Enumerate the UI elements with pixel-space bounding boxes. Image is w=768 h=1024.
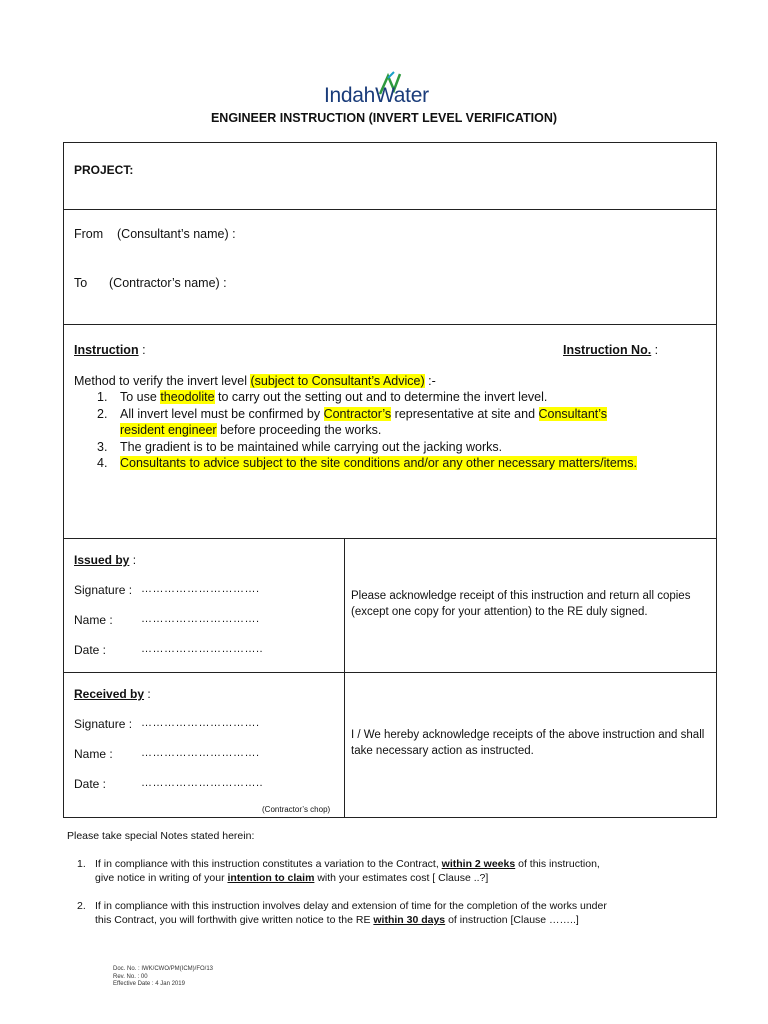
receipt-acknowledgement-note: I / We hereby acknowledge receipts of the above instruction and shall take necessary action as instructed. [351, 729, 705, 757]
method-line: Method to verify the invert level (subject to Consultant’s Advice) :- [74, 374, 436, 388]
issued-by-section [63, 538, 345, 673]
issued-by-heading: Issued by : [74, 553, 137, 567]
received-by-section [63, 672, 345, 818]
received-name-field[interactable]: …………………………. [141, 747, 260, 759]
instruction-item-3: The gradient is to be maintained while carrying out the jacking works. [120, 440, 503, 454]
issued-name-label: Name : [74, 613, 113, 627]
project-label: PROJECT: [74, 163, 134, 177]
note-number: 2. [77, 900, 86, 912]
doc-number: Doc. No. : IWK/CWO/PM(ICM)/FO/13 [113, 966, 214, 972]
item-number: 1. [97, 390, 108, 404]
contractor-chop-label: (Contractor’s chop) [262, 805, 331, 814]
received-signature-label: Signature : [74, 717, 133, 731]
issued-date-field[interactable]: ………………………….. [141, 643, 264, 655]
received-signature-field[interactable]: …………………………. [141, 717, 260, 729]
issued-name-field[interactable]: …………………………. [141, 613, 260, 625]
note-1-line-1: If in compliance with this instruction constitutes a variation to the Contract, within 2 weeks of this instruction, [95, 858, 600, 870]
to-label: To [74, 276, 88, 290]
instruction-section [63, 324, 717, 539]
instruction-item-2: All invert level must be confirmed by Contractor’s representative at site and Consultant’s [120, 407, 608, 421]
from-to-section [63, 209, 717, 325]
instruction-item-1: To use theodolite to carry out the setting out and to determine the invert level. [120, 390, 548, 404]
to-contractor-field[interactable]: (Contractor’s name) : [109, 276, 227, 290]
effective-date: Effective Date : 4 Jan 2019 [113, 981, 185, 987]
instruction-no-field[interactable]: Instruction No. : [563, 343, 659, 357]
note-2-line-1: If in compliance with this instruction involves delay and extension of time for the completion of the works under [95, 900, 607, 912]
instruction-heading: Instruction : [74, 343, 146, 357]
note-2-line-2: this Contract, you will forthwith give written notice to the RE within 30 days of instruction [Clause ……..] [95, 914, 579, 926]
indahwater-logo [322, 70, 452, 110]
note-number: 1. [77, 858, 86, 870]
note-1-line-2: give notice in writing of your intention to claim with your estimates cost [ Clause ..?] [95, 872, 489, 884]
document-title: ENGINEER INSTRUCTION (INVERT LEVEL VERIFICATION) [210, 111, 558, 125]
item-number: 4. [97, 456, 108, 470]
from-consultant-field[interactable]: (Consultant’s name) : [117, 227, 236, 241]
item-number: 2. [97, 407, 108, 421]
received-by-heading: Received by : [74, 687, 151, 701]
received-name-label: Name : [74, 747, 113, 761]
received-date-label: Date : [74, 777, 107, 791]
issued-date-label: Date : [74, 643, 107, 657]
document-footer [113, 966, 213, 989]
acknowledge-note: Please acknowledge receipt of this instruction and return all copies (except one copy for your attention) to the RE duly signed. [351, 590, 691, 618]
issued-signature-field[interactable]: …………………………. [141, 583, 260, 595]
notes-heading: Please take special Notes stated herein: [67, 830, 255, 842]
issued-signature-label: Signature : [74, 583, 133, 597]
instruction-item-2-cont: resident engineer before proceeding the works. [120, 423, 382, 437]
received-note-section [344, 672, 717, 818]
revision-number: Rev. No. : 00 [113, 973, 148, 980]
instruction-item-4: Consultants to advice subject to the site conditions and/or any other necessary matters/items. [120, 456, 637, 470]
from-label: From [74, 227, 104, 241]
project-section [63, 142, 717, 210]
issued-note-section [344, 538, 717, 673]
received-date-field[interactable]: ………………………….. [141, 777, 264, 789]
item-number: 3. [97, 440, 108, 454]
logo-text: IndahWater [324, 84, 429, 107]
